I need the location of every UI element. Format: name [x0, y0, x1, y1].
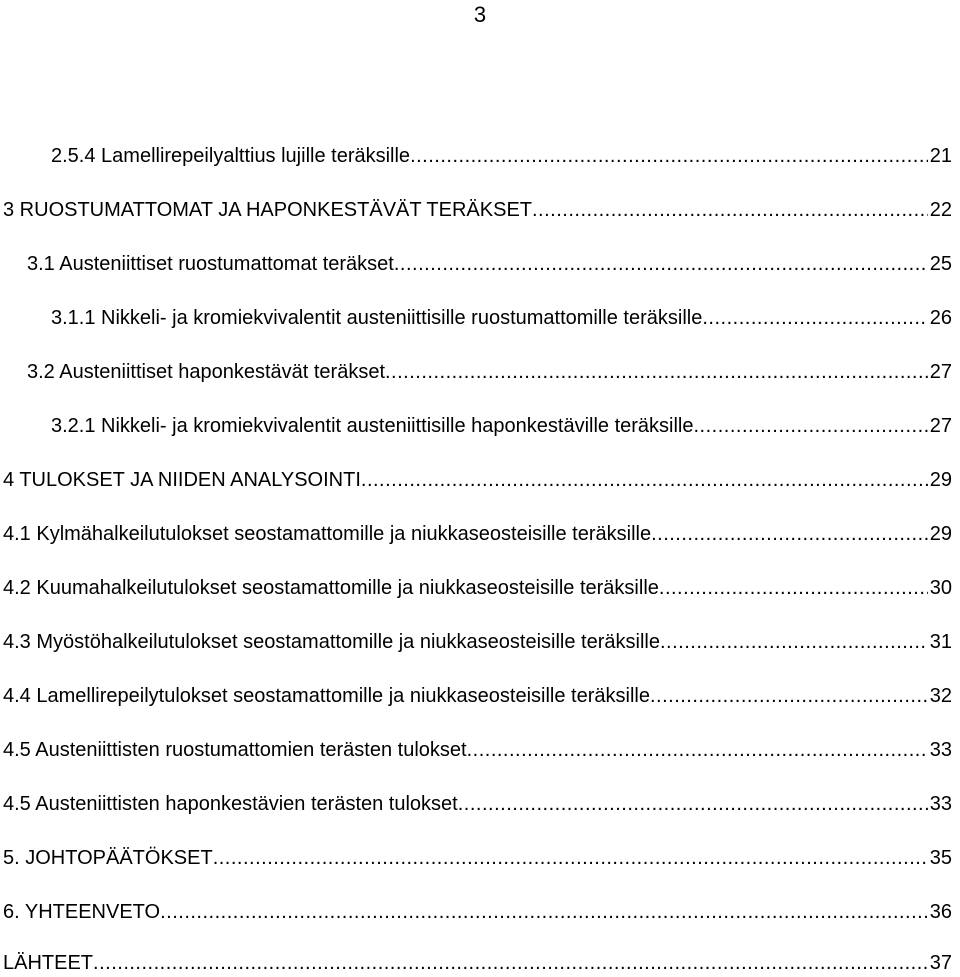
toc-entry-title: 3.1.1 Nikkeli- ja kromiekvivalentit austeniittisille ruostumattomille teräksille: [51, 307, 703, 329]
toc-entry-page: 27: [929, 361, 952, 383]
toc-entry[interactable]: [3, 466, 952, 494]
toc-entry-title: 5. JOHTOPÄÄTÖKSET: [3, 847, 213, 869]
toc-entry-page: 26: [929, 307, 952, 329]
toc-entry[interactable]: [51, 142, 952, 170]
toc-dot-leader: [532, 196, 928, 224]
toc-dot-leader: [660, 628, 928, 656]
toc-entry[interactable]: [51, 412, 952, 440]
toc-entry-title: 3.1 Austeniittiset ruostumattomat teräkset: [27, 253, 394, 275]
toc-entry[interactable]: [3, 196, 952, 224]
toc-entry[interactable]: [3, 736, 952, 764]
toc-entry-title: 4.1 Kylmähalkeilutulokset seostamattomille ja niukkaseosteisille teräksille: [3, 523, 652, 545]
toc-dot-leader: [458, 790, 928, 818]
toc-entry-title: 4.3 Myöstöhalkeilutulokset seostamattomille ja niukkaseosteisille teräksille: [3, 631, 660, 653]
toc-dot-leader: [651, 520, 928, 548]
page-number: 3: [473, 2, 487, 27]
toc-entry[interactable]: [3, 682, 952, 710]
toc-entry-title: LÄHTEET: [3, 952, 94, 974]
toc-dot-leader: [410, 142, 928, 170]
toc-entry[interactable]: [27, 358, 952, 386]
toc-entry-title: 2.5.4 Lamellirepeilyalttius lujille teräksille: [51, 145, 411, 167]
toc-dot-leader: [361, 466, 928, 494]
toc-dot-leader: [650, 682, 928, 710]
toc-entry-page: 37: [929, 952, 952, 974]
toc-dot-leader: [213, 844, 928, 872]
toc-entry[interactable]: [27, 250, 952, 278]
toc-entry-title: 3.2 Austeniittiset haponkestävät teräkset: [27, 361, 385, 383]
toc-entry-page: 33: [929, 739, 952, 761]
toc-entry-page: 25: [929, 253, 952, 275]
toc-entry[interactable]: [3, 898, 952, 926]
toc-entry-title: 4 TULOKSET JA NIIDEN ANALYSOINTI: [3, 469, 361, 491]
toc-entry-page: 35: [929, 847, 952, 869]
toc-entry-page: 32: [929, 685, 952, 707]
toc-entry-page: 33: [929, 793, 952, 815]
toc-entry-page: 30: [929, 577, 952, 599]
toc-entry-title: 3 RUOSTUMATTOMAT JA HAPONKESTÄVÄT TERÄKSET: [3, 199, 532, 221]
toc-dot-leader: [702, 304, 927, 332]
toc-entry-page: 21: [929, 145, 952, 167]
toc-entry[interactable]: [3, 520, 952, 548]
toc-entry-page: 36: [929, 901, 952, 923]
toc-entry[interactable]: [51, 304, 952, 332]
toc-entry-page: 22: [929, 199, 952, 221]
toc-entry-page: 29: [929, 469, 952, 491]
toc-entry-page: 31: [929, 631, 952, 653]
toc-dot-leader: [694, 412, 928, 440]
toc-entry-page: 27: [929, 415, 952, 437]
toc-dot-leader: [160, 898, 928, 926]
toc-entry-title: 4.4 Lamellirepeilytulokset seostamattomille ja niukkaseosteisille teräksille: [3, 685, 650, 707]
toc-dot-leader: [659, 574, 928, 602]
toc-entry-title: 4.5 Austeniittisten ruostumattomien terästen tulokset: [3, 739, 467, 761]
toc-entry[interactable]: [3, 949, 952, 977]
toc-dot-leader: [394, 250, 928, 278]
toc-entry[interactable]: [3, 574, 952, 602]
toc-dot-leader: [467, 736, 928, 764]
toc-entry-title: 4.2 Kuumahalkeilutulokset seostamattomille ja niukkaseosteisille teräksille: [3, 577, 659, 599]
toc-entry[interactable]: [3, 790, 952, 818]
toc-entry-title: 4.5 Austeniittisten haponkestävien terästen tulokset: [3, 793, 458, 815]
toc-dot-leader: [385, 358, 928, 386]
toc-entry[interactable]: [3, 628, 952, 656]
toc-entry-page: 29: [929, 523, 952, 545]
toc-dot-leader: [93, 949, 928, 977]
toc-entry-title: 3.2.1 Nikkeli- ja kromiekvivalentit austeniittisille haponkestäville teräksille: [51, 415, 694, 437]
toc-entry[interactable]: [3, 844, 952, 872]
toc-entry-title: 6. YHTEENVETO: [3, 901, 161, 923]
